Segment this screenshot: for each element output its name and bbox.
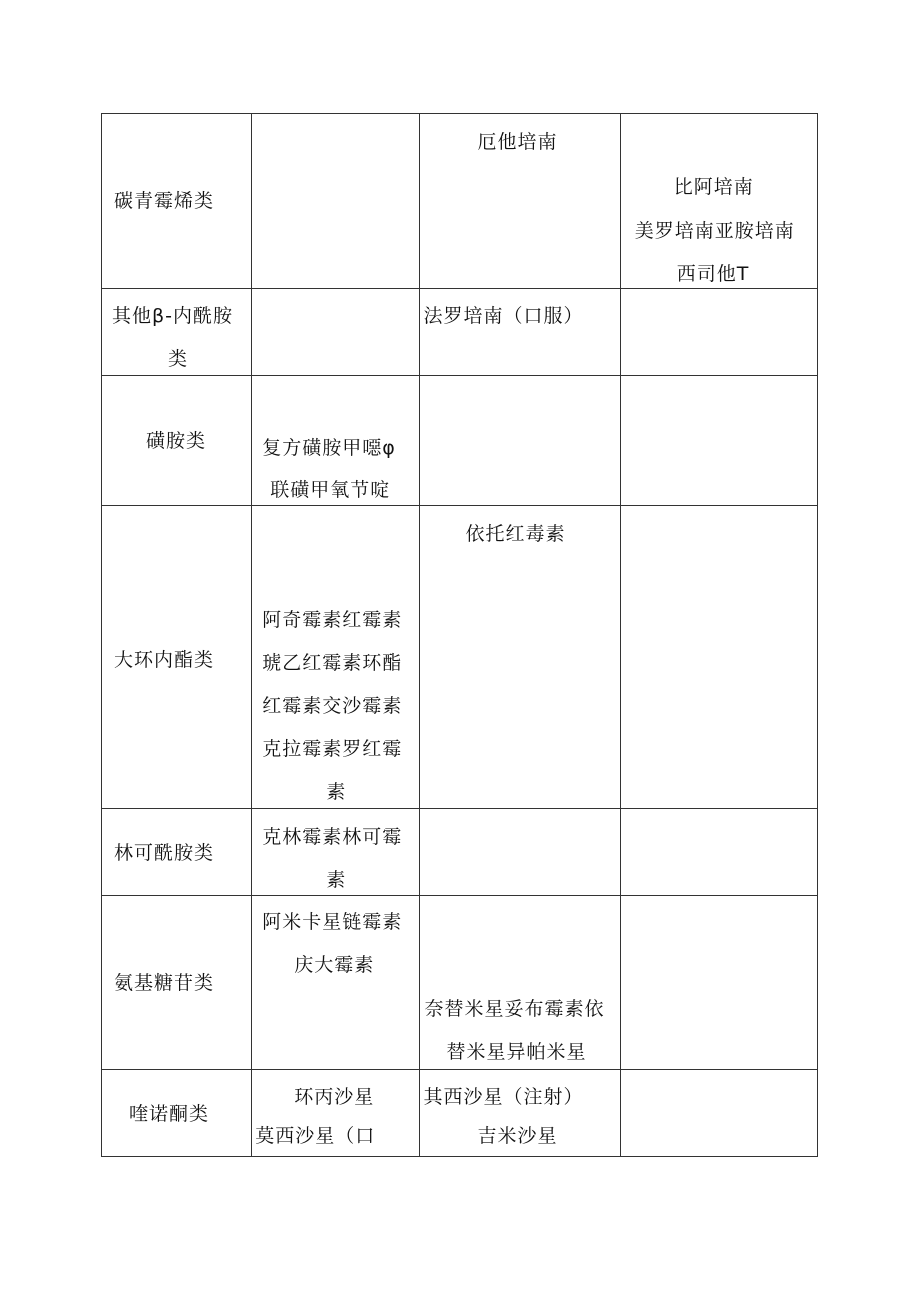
table-cell bbox=[420, 506, 620, 809]
table-row bbox=[102, 1070, 818, 1157]
table-cell bbox=[620, 376, 817, 506]
category-label: 磺胺类 bbox=[146, 430, 207, 452]
table-cell bbox=[252, 376, 420, 506]
drug-text: 依托红毒素 bbox=[465, 523, 566, 545]
category-cell bbox=[102, 376, 252, 506]
table-cell bbox=[420, 1070, 620, 1157]
table-cell bbox=[252, 506, 420, 809]
category-label: 大环内酯类 bbox=[114, 649, 215, 671]
antibiotic-classification-table bbox=[101, 113, 818, 1157]
drug-text: 环丙沙星 bbox=[294, 1086, 375, 1108]
table-cell bbox=[620, 289, 817, 376]
drug-text: 复方磺胺甲噁φ bbox=[262, 437, 396, 459]
drug-text: 庆大霉素 bbox=[294, 954, 375, 976]
table-cell bbox=[252, 289, 420, 376]
table-row bbox=[102, 289, 818, 376]
drug-text: 克拉霉素罗红霉 bbox=[262, 738, 403, 760]
category-label: 氨基糖苷类 bbox=[114, 972, 215, 994]
table-cell bbox=[252, 809, 420, 896]
category-label: 碳青霉烯类 bbox=[114, 190, 215, 212]
category-cell bbox=[102, 506, 252, 809]
drug-text: 阿奇霉素红霉素 bbox=[262, 609, 403, 631]
drug-text: 法罗培南（口服） bbox=[423, 305, 584, 327]
table-cell bbox=[620, 809, 817, 896]
drug-text: 莫西沙星（口 bbox=[255, 1125, 376, 1147]
table-cell bbox=[620, 506, 817, 809]
table-row bbox=[102, 114, 818, 289]
category-cell bbox=[102, 289, 252, 376]
category-cell bbox=[102, 1070, 252, 1157]
table-cell bbox=[420, 896, 620, 1070]
drug-text: 素 bbox=[326, 869, 347, 891]
table-cell bbox=[420, 376, 620, 506]
category-cell bbox=[102, 809, 252, 896]
table-cell bbox=[620, 1070, 817, 1157]
category-label: 其他β-内酰胺 bbox=[112, 305, 233, 327]
table-cell bbox=[420, 809, 620, 896]
drug-text: 吉米沙星 bbox=[477, 1125, 558, 1147]
category-label: 类 bbox=[168, 348, 189, 370]
drug-text: 红霉素交沙霉素 bbox=[262, 695, 403, 717]
drug-text: 克林霉素林可霉 bbox=[262, 826, 403, 848]
table-cell bbox=[620, 896, 817, 1070]
drug-text: 比阿培南 bbox=[673, 176, 754, 198]
category-label: 林可酰胺类 bbox=[114, 842, 215, 864]
table-row bbox=[102, 506, 818, 809]
drug-text: 素 bbox=[326, 781, 347, 803]
table-cell bbox=[252, 1070, 420, 1157]
table-row bbox=[102, 809, 818, 896]
table-cell bbox=[620, 114, 817, 289]
drug-text: 其西沙星（注射） bbox=[423, 1086, 584, 1108]
table-cell bbox=[252, 114, 420, 289]
drug-text: 西司他T bbox=[676, 263, 750, 285]
table-cell bbox=[420, 114, 620, 289]
drug-text: 厄他培南 bbox=[477, 131, 558, 153]
category-label: 喹诺酮类 bbox=[129, 1103, 210, 1125]
drug-text: 琥乙红霉素环酯 bbox=[262, 652, 403, 674]
drug-text: 替米星异帕米星 bbox=[446, 1041, 587, 1063]
table-row bbox=[102, 896, 818, 1070]
drug-text: 美罗培南亚胺培南 bbox=[634, 220, 795, 242]
table-row bbox=[102, 376, 818, 506]
drug-text: 奈替米星妥布霉素依 bbox=[424, 998, 605, 1020]
category-cell bbox=[102, 114, 252, 289]
table-cell bbox=[420, 289, 620, 376]
table-cell bbox=[252, 896, 420, 1070]
drug-text: 联磺甲氧节啶 bbox=[270, 479, 391, 501]
drug-text: 阿米卡星链霉素 bbox=[262, 911, 403, 933]
category-cell bbox=[102, 896, 252, 1070]
